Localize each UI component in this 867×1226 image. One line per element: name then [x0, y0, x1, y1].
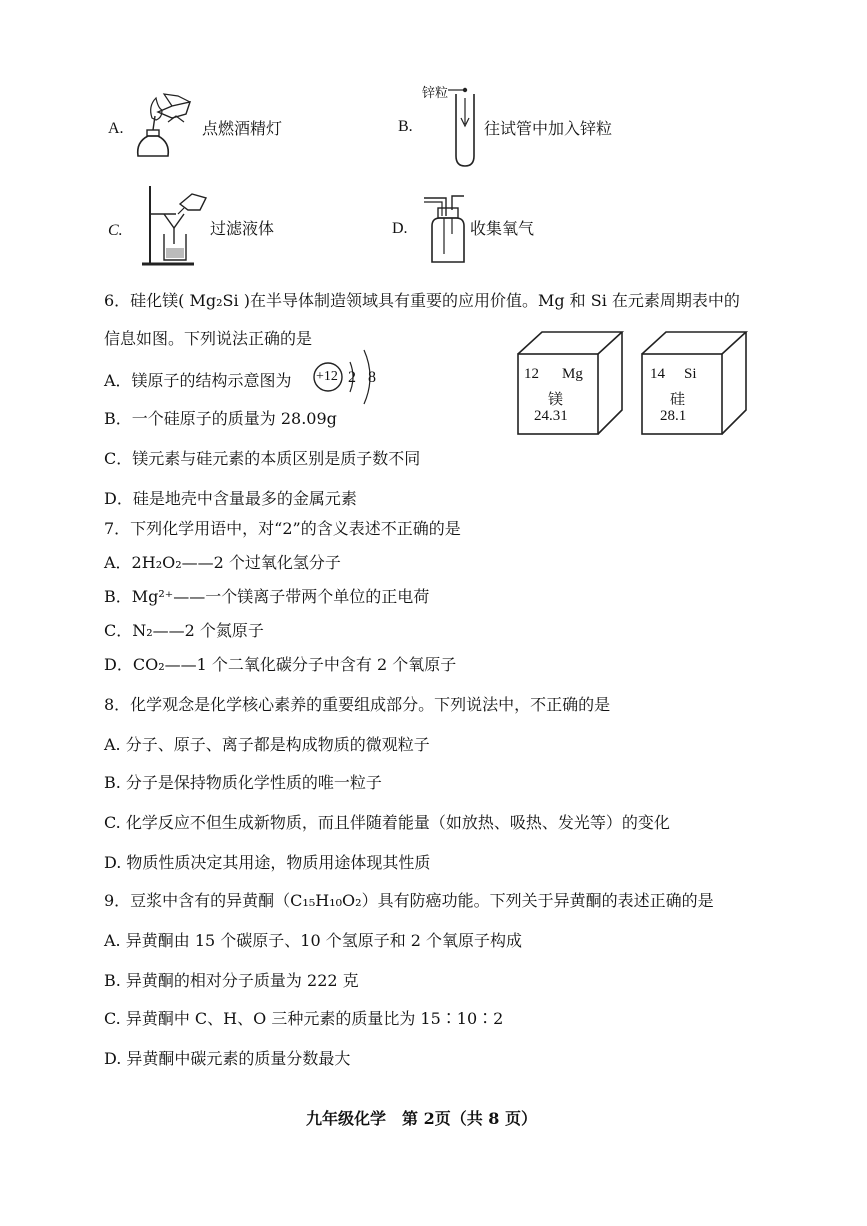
atom-shell-2-electrons: 8 — [368, 369, 376, 386]
q8-stem: 8．化学观念是化学核心素养的重要组成部分。下列说法中，不正确的是 — [104, 695, 611, 714]
q7-option-a: A．2H₂O₂——2 个过氧化氢分子 — [104, 553, 341, 572]
q5-option-c-text: 过滤液体 — [210, 219, 275, 238]
alcohol-lamp-icon — [128, 92, 198, 164]
page-footer: 九年级化学 第 2页（共 8 页） — [306, 1109, 537, 1128]
mg-atomic-mass: 24.31 — [534, 408, 568, 424]
q7-option-c: C．N₂——2 个氮原子 — [104, 621, 264, 640]
q9-option-b: B. 异黄酮的相对分子质量为 222 克 — [104, 971, 359, 990]
q5-option-d-letter: D. — [392, 220, 408, 237]
q8-option-c: C. 化学反应不但生成新物质，而且伴随着能量（如放热、吸热、发光等）的变化 — [104, 813, 670, 832]
q5-option-b-letter: B. — [398, 118, 413, 135]
q5-option-d-text: 收集氧气 — [470, 219, 535, 238]
q9-stem: 9．豆浆中含有的异黄酮（C₁₅H₁₀O₂）具有防癌功能。下列关于异黄酮的表述正确的是 — [104, 891, 714, 910]
mg-atomic-number: 12 — [524, 366, 539, 382]
q8-option-b: B. 分子是保持物质化学性质的唯一粒子 — [104, 773, 382, 792]
si-name: 硅 — [670, 392, 686, 408]
mg-symbol: Mg — [562, 366, 583, 382]
q7-stem: 7．下列化学用语中，对“2”的含义表述不正确的是 — [104, 519, 461, 538]
atom-shell-1-electrons: 2 — [348, 369, 356, 386]
q6-stem-line-2: 信息如图。下列说法正确的是 — [104, 329, 313, 348]
q9-option-d: D. 异黄酮中碳元素的质量分数最大 — [104, 1049, 351, 1068]
mg-name: 镁 — [548, 392, 564, 408]
q8-option-a: A. 分子、原子、离子都是构成物质的微观粒子 — [104, 735, 430, 754]
q6-option-a: A．镁原子的结构示意图为 — [104, 371, 292, 390]
q6-stem-line-1: 6．硅化镁( Mg₂Si )在半导体制造领域具有重要的应用价值。Mg 和 Si 在元素周期表中的 — [104, 291, 740, 310]
si-symbol: Si — [684, 366, 697, 382]
q5-option-a-text: 点燃酒精灯 — [202, 119, 283, 138]
q9-option-a: A. 异黄酮由 15 个碳原子、10 个氢原子和 2 个氧原子构成 — [104, 931, 523, 950]
gas-bottle-icon — [418, 190, 470, 266]
q5-option-c-letter: C. — [108, 222, 123, 239]
q5-option-b-text: 往试管中加入锌粒 — [484, 119, 613, 138]
test-tube-icon — [448, 84, 482, 170]
q6-option-c: C．镁元素与硅元素的本质区别是质子数不同 — [104, 449, 421, 468]
filtration-icon — [140, 184, 212, 270]
mg-element-cube — [516, 330, 626, 436]
si-element-cube — [640, 330, 750, 436]
si-atomic-number: 14 — [650, 366, 665, 382]
atom-nucleus-charge: +12 — [316, 369, 338, 384]
q8-option-d: D. 物质性质决定其用途，物质用途体现其性质 — [104, 853, 431, 872]
q9-option-c: C. 异黄酮中 C、H、O 三种元素的质量比为 15∶10∶2 — [104, 1009, 504, 1028]
q7-option-d: D．CO₂——1 个二氧化碳分子中含有 2 个氧原子 — [104, 655, 457, 674]
q5-option-a-letter: A. — [108, 120, 124, 137]
si-atomic-mass: 28.1 — [660, 408, 687, 424]
q6-option-d: D．硅是地壳中含量最多的金属元素 — [104, 489, 357, 508]
zinc-label: 锌粒 — [422, 86, 449, 101]
q6-option-b: B．一个硅原子的质量为 28.09g — [104, 409, 337, 428]
q7-option-b: B．Mg²⁺——一个镁离子带两个单位的正电荷 — [104, 587, 430, 606]
